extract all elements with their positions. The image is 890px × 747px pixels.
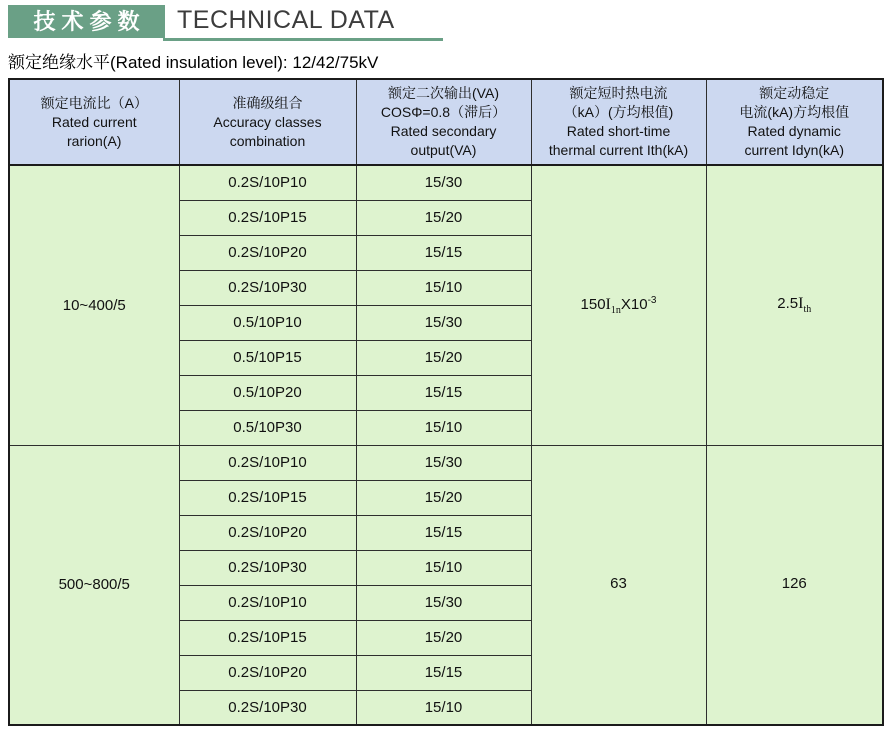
thermal-value: 150	[580, 295, 606, 313]
combo-cell: 0.2S/10P20	[179, 235, 356, 270]
header-line: Rated secondary	[390, 123, 497, 139]
dynamic-current-cell	[706, 445, 883, 725]
combo-cell: 0.2S/10P20	[179, 515, 356, 550]
column-header-rated-current	[9, 79, 179, 165]
output-cell: 15/20	[356, 480, 531, 515]
output-cell: 15/10	[356, 410, 531, 445]
header-line: 准确级组合	[232, 94, 303, 111]
header-line: combination	[229, 132, 306, 149]
page-title: TECHNICAL DATA	[177, 6, 395, 34]
column-header-thermal-current	[531, 79, 706, 165]
combo-cell: 0.2S/10P30	[179, 550, 356, 585]
technical-data-table	[8, 78, 884, 726]
output-cell: 15/20	[356, 200, 531, 235]
dynamic-subscript: th	[803, 304, 812, 316]
output-cell: 15/30	[356, 305, 531, 340]
header-line: Rated dynamic	[747, 123, 841, 139]
thermal-symbol: I	[605, 295, 611, 313]
dynamic-current-cell	[706, 165, 883, 445]
combo-cell: 0.2S/10P10	[179, 585, 356, 620]
header-line: output(VA)	[410, 142, 477, 158]
combo-cell: 0.2S/10P30	[179, 270, 356, 305]
output-cell: 15/30	[356, 165, 531, 200]
output-cell: 15/15	[356, 515, 531, 550]
header-line: thermal current Ith(kA)	[548, 142, 689, 158]
insulation-level-subtitle: 额定绝缘水平(Rated insulation level): 12/42/75kV	[8, 53, 379, 72]
output-cell: 15/30	[356, 585, 531, 620]
section-badge: 技术参数	[8, 5, 165, 38]
ratio-cell: 10~400/5	[9, 165, 179, 445]
header-line: 额定短时热电流	[569, 85, 668, 101]
column-header-accuracy-classes	[179, 79, 356, 165]
combo-cell: 0.5/10P20	[179, 375, 356, 410]
table-row	[9, 165, 883, 200]
thermal-current-cell	[531, 445, 706, 725]
output-cell: 15/30	[356, 445, 531, 480]
header-line: （kA）(方均根值)	[563, 104, 674, 120]
output-cell: 15/15	[356, 655, 531, 690]
combo-cell: 0.2S/10P15	[179, 480, 356, 515]
thermal-value: 63	[610, 575, 627, 593]
thermal-exponent: -3	[647, 294, 657, 306]
combo-cell: 0.2S/10P15	[179, 620, 356, 655]
header-line: rarion(A)	[67, 132, 122, 149]
thermal-subscript: 1n	[610, 304, 621, 316]
combo-cell: 0.2S/10P15	[179, 200, 356, 235]
title-underline-divider	[163, 38, 443, 41]
header-line: Accuracy classes	[213, 113, 322, 130]
output-cell: 15/15	[356, 375, 531, 410]
dynamic-symbol: I	[798, 295, 804, 313]
thermal-current-cell	[531, 165, 706, 445]
header-line: COSΦ=0.8（滞后）	[380, 104, 507, 120]
dynamic-value: 126	[781, 574, 807, 592]
combo-cell: 0.2S/10P10	[179, 445, 356, 480]
output-cell: 15/10	[356, 550, 531, 585]
output-cell: 15/10	[356, 690, 531, 725]
header-line: 额定电流比（A）	[40, 94, 148, 111]
header-line: current Idyn(kA)	[744, 142, 845, 158]
combo-cell: 0.5/10P30	[179, 410, 356, 445]
output-cell: 15/15	[356, 235, 531, 270]
column-header-secondary-output	[356, 79, 531, 165]
output-cell: 15/20	[356, 620, 531, 655]
combo-cell: 0.2S/10P20	[179, 655, 356, 690]
combo-cell: 0.2S/10P10	[179, 165, 356, 200]
ratio-cell: 500~800/5	[9, 445, 179, 725]
dynamic-value: 2.5	[777, 295, 799, 313]
header-line: Rated short-time	[566, 123, 671, 139]
header-line: 电流(kA)方均根值	[739, 104, 850, 120]
combo-cell: 0.5/10P15	[179, 340, 356, 375]
table-row	[9, 445, 883, 480]
output-cell: 15/10	[356, 270, 531, 305]
combo-cell: 0.2S/10P30	[179, 690, 356, 725]
header-row	[9, 79, 883, 165]
header-line: 额定动稳定	[759, 85, 830, 101]
column-header-dynamic-current	[706, 79, 883, 165]
output-cell: 15/20	[356, 340, 531, 375]
combo-cell: 0.5/10P10	[179, 305, 356, 340]
header-line: Rated current	[51, 113, 137, 130]
header-line: 额定二次输出(VA)	[388, 85, 499, 101]
thermal-multiplier: X10	[620, 295, 648, 313]
